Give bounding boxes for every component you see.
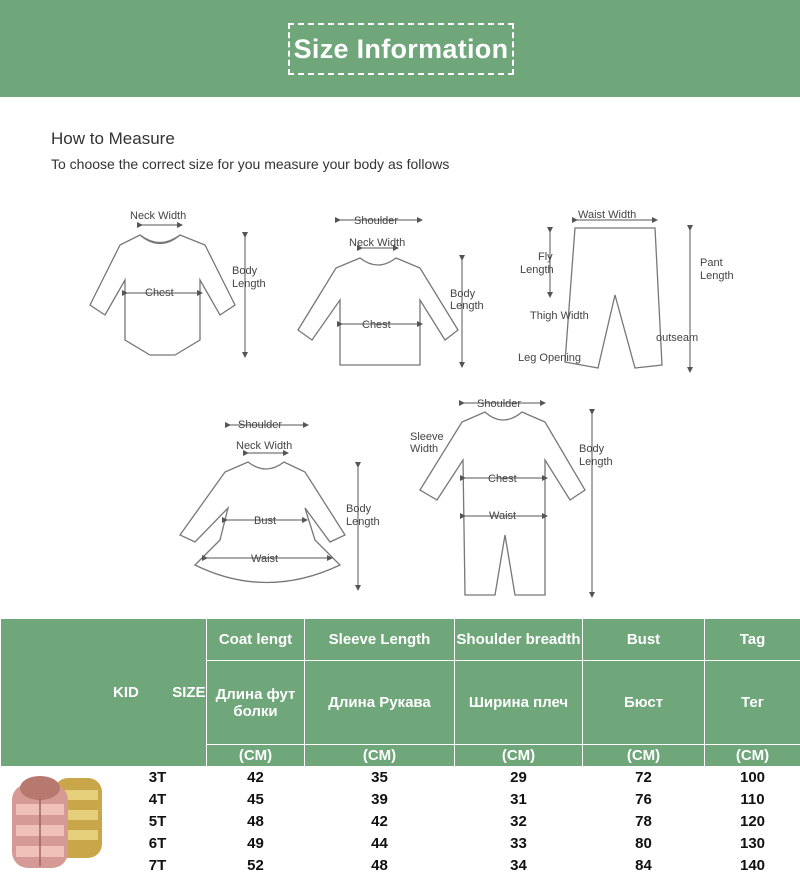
shirt-diagram bbox=[298, 215, 484, 365]
romper-body-label1: Body bbox=[579, 443, 605, 455]
romper-waist-label: Waist bbox=[489, 510, 517, 522]
tag-cell: 100 bbox=[705, 767, 800, 789]
shirt-body-label1: Body bbox=[450, 288, 476, 300]
sleeve-cell: 42 bbox=[305, 811, 455, 833]
header-shoulder-ru: Ширина плеч bbox=[455, 661, 583, 745]
sleeve-cell: 35 bbox=[305, 767, 455, 789]
header-coat-en: Coat lengt bbox=[207, 619, 305, 661]
coat-cell: 45 bbox=[207, 789, 305, 811]
tag-cell: 110 bbox=[705, 789, 800, 811]
shoulder-cell: 29 bbox=[455, 767, 583, 789]
product-image bbox=[1, 767, 109, 877]
romper-chest-label: Chest bbox=[488, 473, 517, 485]
shirt-chest-label: Chest bbox=[362, 319, 391, 331]
table-row bbox=[1, 811, 800, 833]
header-sleeve-en: Sleeve Length bbox=[305, 619, 455, 661]
shoulder-cell: 34 bbox=[455, 855, 583, 877]
romper-shoulder-label: Shoulder bbox=[477, 398, 522, 410]
sleeve-cell: 44 bbox=[305, 833, 455, 855]
romper-diagram bbox=[410, 398, 613, 595]
shoulder-cell: 33 bbox=[455, 833, 583, 855]
measure-diagrams bbox=[0, 190, 800, 610]
bodysuit-neck-label: Neck Width bbox=[130, 210, 187, 222]
unit-sleeve: (CM) bbox=[305, 745, 455, 767]
pants-thigh-label: Thigh Width bbox=[530, 310, 589, 322]
bodysuit-body-label2: Length bbox=[232, 278, 266, 290]
header-coat-ru: Длина фут болки bbox=[207, 661, 305, 745]
header-shoulder-en: Shoulder breadth bbox=[455, 619, 583, 661]
header-tag-ru: Тег bbox=[705, 661, 800, 745]
pants-waist-label: Waist Width bbox=[578, 209, 637, 221]
unit-coat: (CM) bbox=[207, 745, 305, 767]
header-bust-en: Bust bbox=[583, 619, 705, 661]
size-cell: 3T bbox=[109, 767, 207, 789]
dress-waist-label: Waist bbox=[251, 553, 279, 565]
table-row bbox=[1, 855, 800, 877]
shoulder-cell: 32 bbox=[455, 811, 583, 833]
pants-pant-label1: Pant bbox=[700, 257, 723, 269]
table-row bbox=[1, 833, 800, 855]
jacket-image bbox=[2, 770, 108, 874]
table-row bbox=[1, 767, 800, 789]
sleeve-cell: 39 bbox=[305, 789, 455, 811]
coat-cell: 52 bbox=[207, 855, 305, 877]
pants-leg-label: Leg Opening bbox=[518, 352, 581, 364]
size-cell: 5T bbox=[109, 811, 207, 833]
coat-cell: 48 bbox=[207, 811, 305, 833]
howto-title: How to Measure bbox=[51, 129, 175, 148]
table-row bbox=[1, 789, 800, 811]
dress-body-label1: Body bbox=[346, 503, 372, 515]
bust-cell: 78 bbox=[583, 811, 705, 833]
unit-bust: (CM) bbox=[583, 745, 705, 767]
pants-diagram bbox=[518, 209, 734, 370]
header-sleeve-ru: Длина Рукава bbox=[305, 661, 455, 745]
kid-size-header bbox=[1, 619, 207, 767]
tag-cell: 130 bbox=[705, 833, 800, 855]
banner bbox=[0, 0, 800, 97]
pants-fly-label2: Length bbox=[520, 264, 554, 276]
size-table bbox=[0, 618, 800, 877]
bodysuit-chest-label: Chest bbox=[145, 287, 174, 299]
shoulder-cell: 31 bbox=[455, 789, 583, 811]
romper-sleeve-label1: Sleeve bbox=[410, 431, 444, 443]
pants-outseam-label: outseam bbox=[656, 332, 699, 344]
size-cell: 6T bbox=[109, 833, 207, 855]
banner-title: Size Information bbox=[293, 33, 509, 64]
header-tag-en: Tag bbox=[705, 619, 800, 661]
bust-cell: 84 bbox=[583, 855, 705, 877]
coat-cell: 49 bbox=[207, 833, 305, 855]
dress-diagram bbox=[180, 419, 380, 588]
romper-body-label2: Length bbox=[579, 456, 613, 468]
howto-subtitle: To choose the correct size for you measure your body as follows bbox=[51, 156, 450, 172]
shirt-body-label2: Length bbox=[450, 300, 484, 312]
pants-fly-label1: Fly bbox=[538, 251, 553, 263]
dress-bust-label: Bust bbox=[254, 515, 277, 527]
header-bust-ru: Бюст bbox=[583, 661, 705, 745]
size-cell: 7T bbox=[109, 855, 207, 877]
pants-pant-label2: Length bbox=[700, 270, 734, 282]
size-label: SIZE bbox=[172, 684, 206, 701]
tag-cell: 140 bbox=[705, 855, 800, 877]
romper-sleeve-label2: Width bbox=[410, 443, 439, 455]
unit-shoulder: (CM) bbox=[455, 745, 583, 767]
shirt-shoulder-label: Shoulder bbox=[354, 215, 399, 227]
bust-cell: 80 bbox=[583, 833, 705, 855]
bodysuit-diagram bbox=[90, 210, 266, 355]
sleeve-cell: 48 bbox=[305, 855, 455, 877]
coat-cell: 42 bbox=[207, 767, 305, 789]
unit-tag: (CM) bbox=[705, 745, 800, 767]
dress-body-label2: Length bbox=[346, 516, 380, 528]
bodysuit-body-label1: Body bbox=[232, 265, 258, 277]
dress-neck-label: Neck Width bbox=[236, 440, 293, 452]
dress-shoulder-label: Shoulder bbox=[238, 419, 283, 431]
kid-label: KID bbox=[113, 684, 139, 701]
size-cell: 4T bbox=[109, 789, 207, 811]
banner-frame bbox=[288, 23, 514, 75]
bust-cell: 76 bbox=[583, 789, 705, 811]
tag-cell: 120 bbox=[705, 811, 800, 833]
bust-cell: 72 bbox=[583, 767, 705, 789]
shirt-neck-label: Neck Width bbox=[349, 237, 406, 249]
